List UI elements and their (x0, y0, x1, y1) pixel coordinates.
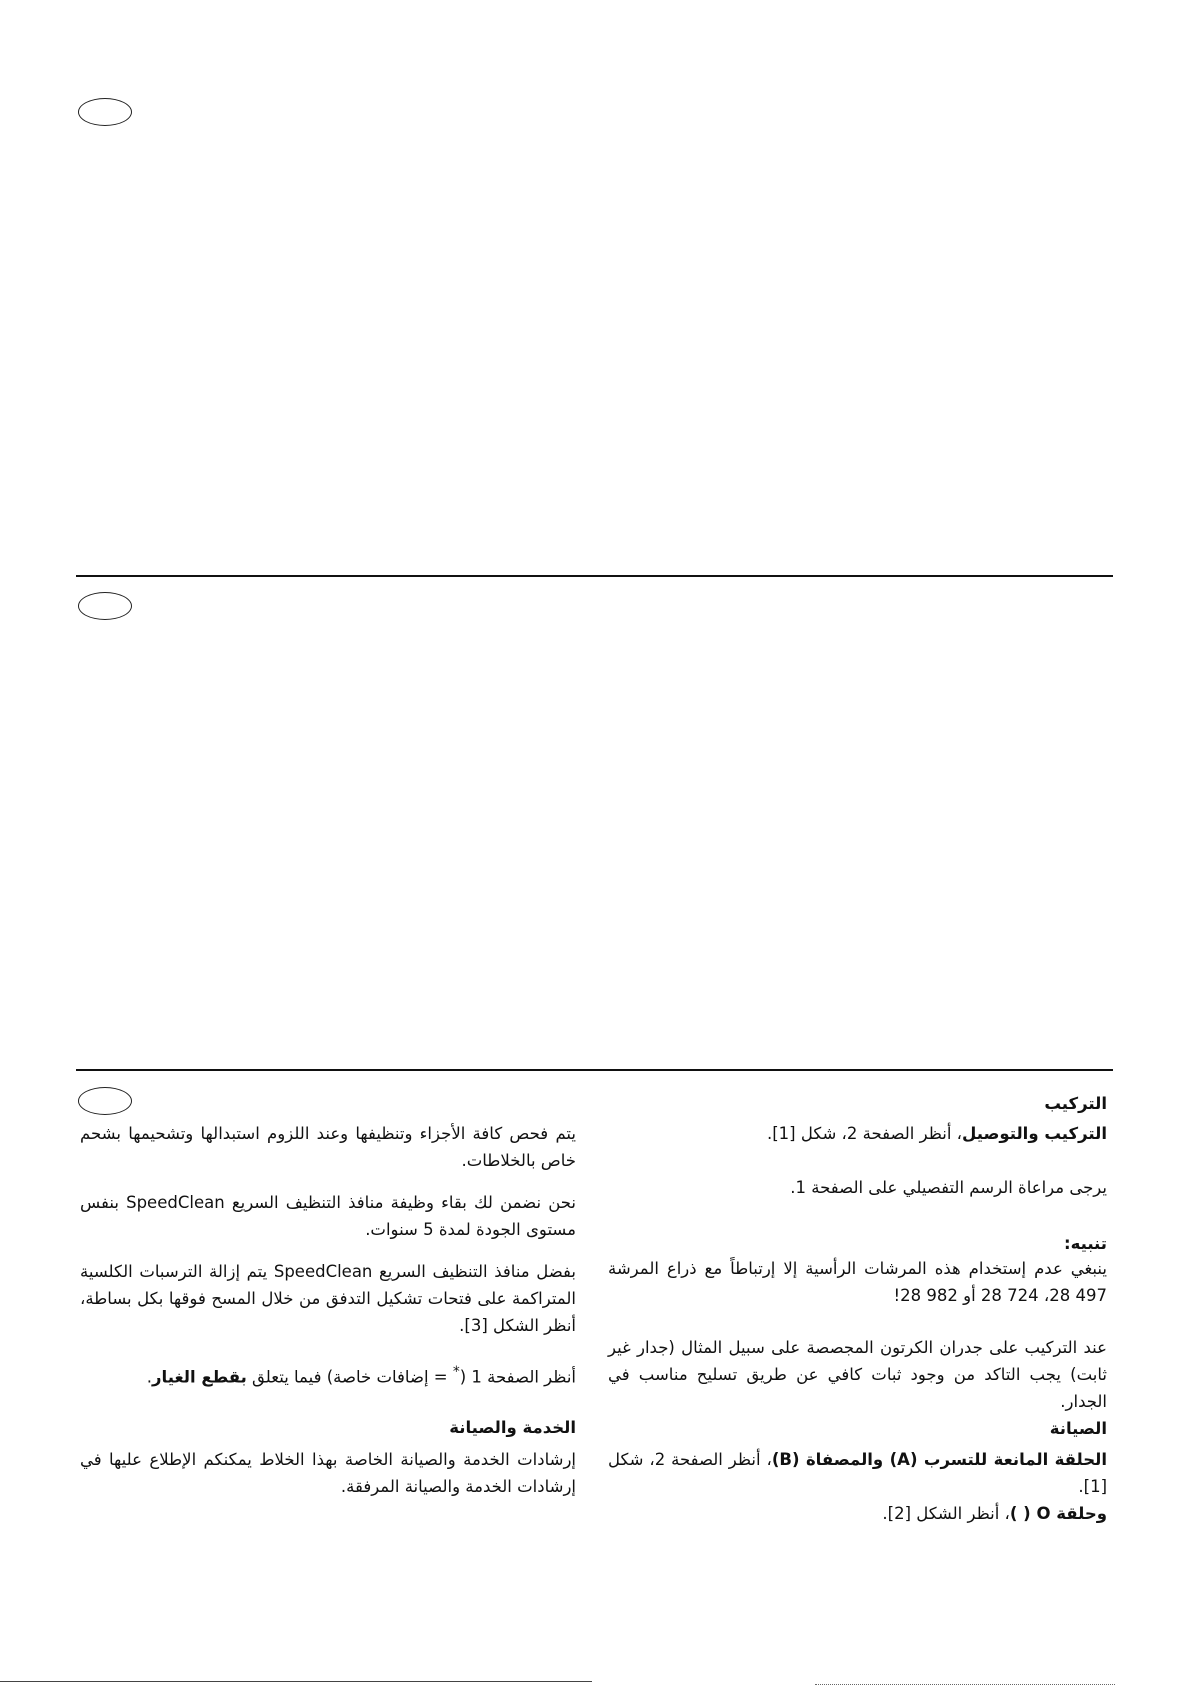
right-column (608, 1090, 1107, 1527)
service-heading: الخدمة والصيانة (449, 1418, 576, 1437)
spare-parts-text (80, 1359, 576, 1414)
speedclean-text: بفضل منافذ التنظيف السريع SpeedClean يتم إزالة الترسبات الكلسية المتراكمة على فتحات تشكيل التدفق من خلال المسح فوقها بكل بساطة، أنظر الشكل [3]. (80, 1262, 576, 1335)
seal-strainer (608, 1446, 1107, 1500)
installation-heading: التركيب (1044, 1094, 1107, 1113)
installation-connection-label: التركيب والتوصيل (962, 1124, 1107, 1143)
guarantee-text: نحن نضمن لك بقاء وظيفة منافذ التنظيف السريع SpeedClean بنفس مستوى الجودة لمدة 5 سنوات. (80, 1193, 576, 1239)
o-ring-text: ، أنظر الشكل [2]. (882, 1504, 1010, 1523)
service-text: إرشادات الخدمة والصيانة الخاصة بهذا الخلاط يمكنكم الإطلاع عليها في إرشادات الخدمة والصيانة المرفقة. (80, 1450, 576, 1496)
language-marker-oval (78, 1087, 132, 1115)
o-ring (608, 1500, 1107, 1527)
seal-strainer-label: الحلقة المانعة للتسرب (A) والمصفاة (B) (771, 1450, 1108, 1469)
spare-parts-prefix: أنظر الصفحة 1 ( (459, 1367, 576, 1387)
spare-parts-middle: = إضافات خاصة) فيما يتعلق (246, 1367, 453, 1387)
left-column (80, 1120, 576, 1500)
section-divider (76, 575, 1113, 577)
language-marker-oval (78, 98, 132, 126)
caution-text: ينبغي عدم إستخدام هذه المرشات الرأسية إلا إرتباطاً مع ذراع المرشة 497 28، 724 28 أو 982 28! (608, 1259, 1107, 1305)
footer-marks (815, 1679, 1115, 1685)
footer-rule (0, 1681, 592, 1682)
grease-text: يتم فحص كافة الأجزاء وتنظيفها وعند اللزوم استبدالها وتشحيمها بشحم خاص بالخلاطات. (80, 1124, 576, 1170)
special-accessory-asterisk: * (452, 1364, 460, 1380)
language-marker-oval (78, 592, 132, 620)
drawing-note: يرجى مراعاة الرسم التفصيلي على الصفحة 1. (790, 1178, 1107, 1197)
caution-heading: تنبيه: (1063, 1234, 1107, 1253)
installation-connection-text: ، أنظر الصفحة 2، شكل [1]. (766, 1124, 962, 1143)
spare-parts-end: . (146, 1367, 153, 1387)
section-divider (76, 1069, 1113, 1071)
installation-connection (608, 1120, 1107, 1174)
seal-strainer-text: ، أنظر الصفحة 2، شكل [1]. (608, 1450, 1107, 1496)
drywall-text: عند التركيب على جدران الكرتون المجصصة على سبيل المثال (جدار غير ثابت) يجب التاكد من وجود ثبات كافي عن طريق تسليح مناسب في الجدار. (608, 1338, 1107, 1411)
o-ring-label: وحلقة O ( ) (1009, 1504, 1107, 1523)
maintenance-heading: الصيانة (1049, 1419, 1107, 1438)
spare-parts-label: بقطع الغيار (152, 1367, 247, 1387)
